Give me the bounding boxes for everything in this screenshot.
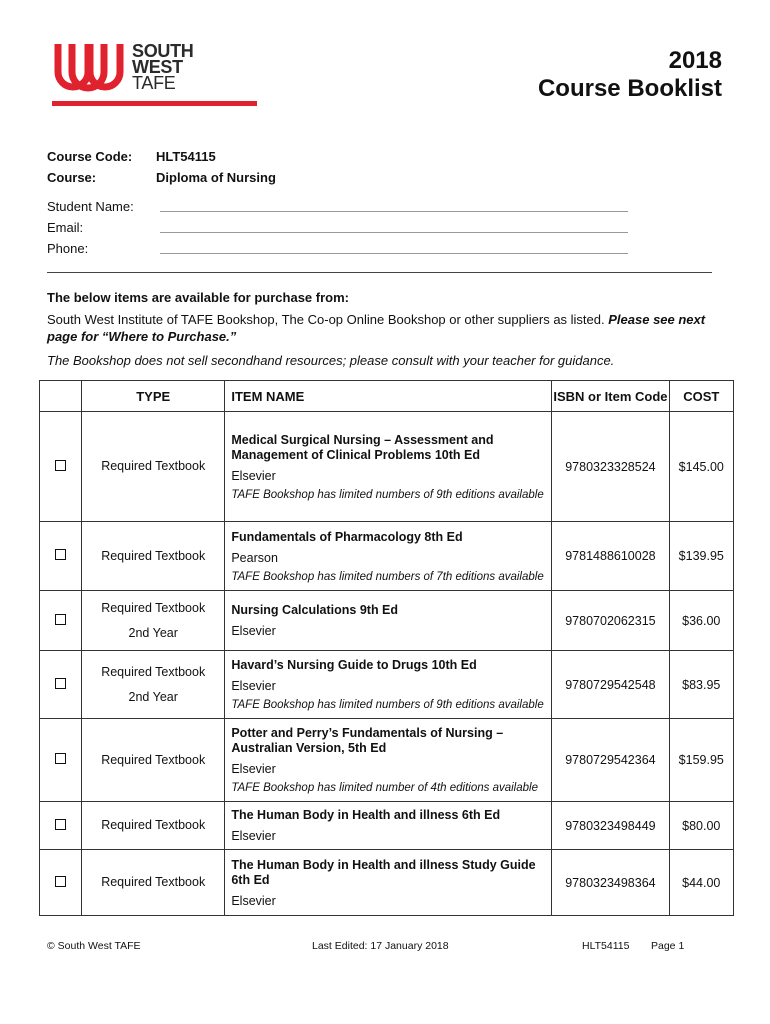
row-cost: $83.95	[669, 651, 733, 719]
row-item-title: The Human Body in Health and illness 6th Ed	[231, 808, 501, 822]
table-row	[40, 719, 734, 802]
row-isbn: 9780729542548	[552, 651, 669, 719]
row-isbn: 9780702062315	[552, 591, 669, 651]
row-item-title: Nursing Calculations 9th Ed	[231, 603, 399, 617]
phone-label: Phone:	[47, 241, 89, 256]
row-cost: $159.95	[669, 719, 733, 802]
logo-underline	[52, 101, 257, 106]
row-checkbox[interactable]	[55, 460, 66, 471]
row-isbn: 9780323498449	[552, 802, 669, 850]
row-item-title: Potter and Perry’s Fundamentals of Nursing – Australian Version, 5th Ed	[231, 726, 504, 755]
row-checkbox[interactable]	[55, 614, 66, 625]
row-note: TAFE Bookshop has limited numbers of 7th editions available	[231, 570, 544, 583]
availability-heading: The below items are available for purchase from:	[47, 290, 349, 305]
header-isbn: ISBN or Item Code	[552, 381, 669, 412]
student-name-label: Student Name:	[47, 199, 134, 214]
secondhand-note: The Bookshop does not sell secondhand resources; please consult with your teacher for guidance.	[47, 353, 615, 368]
row-publisher: Pearson	[231, 550, 278, 565]
footer-code: HLT54115	[582, 940, 630, 952]
row-type: Required Textbook	[101, 664, 206, 679]
table-row	[40, 802, 734, 850]
row-isbn: 9780323328524	[552, 412, 669, 522]
row-type: Required Textbook	[82, 412, 225, 522]
course-code-label: Course Code:	[47, 149, 133, 164]
title-year: 2018	[668, 47, 722, 74]
row-cost: $36.00	[669, 591, 733, 651]
row-year: 2nd Year	[128, 625, 178, 640]
row-publisher: Elsevier	[231, 679, 276, 693]
footer-page: Page 1	[651, 940, 685, 952]
row-year: 2nd Year	[128, 689, 178, 704]
row-cost: $44.00	[669, 850, 733, 916]
row-item-title: Medical Surgical Nursing – Assessment and Management of Clinical Problems 10th Ed	[231, 432, 494, 462]
row-checkbox[interactable]	[55, 753, 66, 764]
header-checkbox	[40, 381, 82, 412]
logo-wordmark: SOUTH WEST TAFE	[132, 41, 194, 93]
tafe-logo-mark-icon	[52, 38, 126, 102]
row-type: Required Textbook	[82, 802, 225, 850]
logo	[52, 38, 258, 108]
footer-copyright: © South West TAFE	[47, 940, 141, 952]
row-checkbox[interactable]	[55, 549, 66, 560]
row-publisher: Elsevier	[231, 829, 276, 843]
row-cost: $145.00	[669, 412, 733, 522]
table-row	[40, 591, 734, 651]
row-type: Required Textbook	[82, 522, 225, 591]
row-checkbox[interactable]	[55, 876, 66, 887]
row-item-title: The Human Body in Health and illness Study Guide 6th Ed	[231, 857, 536, 887]
row-cost: $139.95	[669, 522, 733, 591]
availability-intro: South West Institute of TAFE Bookshop, The Co-op Online Bookshop or other suppliers as listed. Please see next page for “Where to Purchase.”	[47, 312, 706, 344]
email-label: Email:	[47, 220, 84, 235]
row-note: TAFE Bookshop has limited numbers of 9th editions available	[231, 699, 544, 711]
header-cost: COST	[669, 381, 733, 412]
booklist-table	[39, 380, 734, 916]
table-row	[40, 651, 734, 719]
row-checkbox[interactable]	[55, 819, 66, 830]
row-type: Required Textbook	[82, 850, 225, 916]
row-item-title: Havard’s Nursing Guide to Drugs 10th Ed	[231, 658, 477, 672]
table-row	[40, 522, 734, 591]
row-isbn: 9781488610028	[552, 522, 669, 591]
table-header-row	[40, 381, 734, 412]
row-publisher: Elsevier	[231, 893, 276, 908]
header-type: TYPE	[82, 381, 225, 412]
divider	[47, 272, 712, 273]
course-code-value: HLT54115	[156, 149, 216, 164]
row-isbn: 9780729542364	[552, 719, 669, 802]
row-cost: $80.00	[669, 802, 733, 850]
header-item-name: ITEM NAME	[225, 381, 552, 412]
phone-field[interactable]	[160, 253, 628, 254]
row-publisher: Elsevier	[231, 624, 276, 638]
row-item-title: Fundamentals of Pharmacology 8th Ed	[231, 529, 463, 544]
where-to-purchase-note: Please see next page for “Where to Purchase.”	[47, 312, 706, 344]
page-title	[538, 47, 722, 103]
row-type: Required Textbook	[101, 600, 206, 615]
row-isbn: 9780323498364	[552, 850, 669, 916]
row-checkbox[interactable]	[55, 678, 66, 689]
row-note: TAFE Bookshop has limited number of 4th editions available	[231, 782, 538, 794]
row-publisher: Elsevier	[231, 762, 276, 776]
table-row	[40, 850, 734, 916]
course-label: Course:	[47, 170, 97, 185]
email-field[interactable]	[160, 232, 628, 233]
table-row	[40, 412, 734, 522]
student-name-field[interactable]	[160, 211, 628, 212]
footer-edited: Last Edited: 17 January 2018	[312, 940, 449, 952]
course-value: Diploma of Nursing	[156, 170, 276, 185]
row-type: Required Textbook	[82, 719, 225, 802]
row-publisher: Elsevier	[231, 468, 276, 483]
row-note: TAFE Bookshop has limited numbers of 9th editions available	[231, 488, 544, 501]
title-subtitle: Course Booklist	[537, 75, 722, 102]
